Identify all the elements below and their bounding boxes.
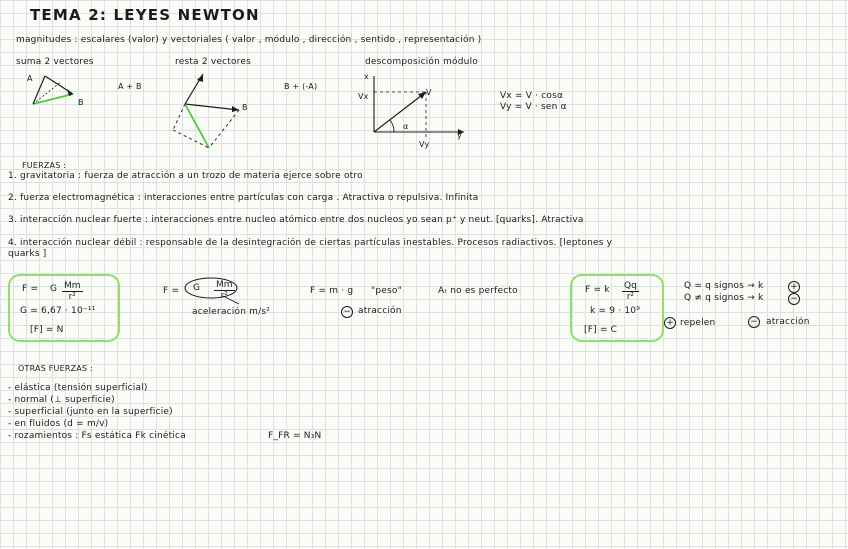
resta-result: B + (-A) <box>284 82 318 91</box>
box2-units: [F] = C <box>584 325 618 335</box>
descomp-V: V <box>426 88 432 97</box>
box1-num: Mm <box>64 281 81 291</box>
fuerza-item-4-cont: quarks ] <box>8 249 47 259</box>
suma-result: A + B <box>118 82 142 91</box>
fuerza-item-3: 3. interacción nuclear fuerte : interacciones entre nucleo atómico entre dos nucleos yo sean p⁺ y neut. [quarks]. Atractiva <box>8 215 584 225</box>
suma-label-A: A <box>27 74 33 83</box>
peso-label: "peso" <box>371 286 402 296</box>
magnitudes-line: magnitudes : escalares (valor) y vectoriales ( valor , módulo , dirección , sentido , representación ) <box>16 35 482 45</box>
grav2-F: F = <box>163 286 180 296</box>
descomp-alpha: α <box>403 122 409 131</box>
grav2-label: aceleración m/s² <box>192 307 271 317</box>
box2-num: Qq <box>624 281 637 291</box>
grav2-G: G <box>193 283 201 293</box>
otras-heading: OTRAS FUERZAS : <box>18 364 93 373</box>
otras-item-1: - elástica (tensión superficial) <box>8 383 148 393</box>
otras-item-5: - rozamientos : Fs estática Fk cinética <box>8 431 186 441</box>
otras-ffr: F_FR = N₃N <box>268 431 322 441</box>
box1-G: G <box>50 284 58 294</box>
descomp-y-axis: y <box>457 131 462 140</box>
resta-label-B: B <box>242 103 248 112</box>
descomp-label: descomposición módulo <box>365 57 478 67</box>
signos-minus-circle-2: − <box>748 316 760 328</box>
resta-label: resta 2 vectores <box>175 57 251 67</box>
signos-atraccion: atracción <box>766 317 810 327</box>
descomp-axes-diagram <box>360 72 470 142</box>
descomp-eq-vx: Vx = V · cosα <box>500 91 564 101</box>
descomp-Vx: Vx <box>358 92 369 101</box>
suma-label: suma 2 vectores <box>16 57 94 67</box>
grav2-minus-circle: − <box>341 306 353 318</box>
peso-formula: F = m · g <box>310 286 354 296</box>
fuerza-item-1: 1. gravitatoria : fuerza de atracción a un trozo de materia ejerce sobre otro <box>8 171 363 181</box>
signos-repelen: repelen <box>680 318 716 328</box>
page-title: TEMA 2: LEYES NEWTON <box>30 6 260 24</box>
box1-G-value: G = 6,67 · 10⁻¹¹ <box>20 306 96 316</box>
box1-units: [F] = N <box>30 325 64 335</box>
suma-label-B: B <box>78 98 84 107</box>
grav2-fraction <box>214 280 235 301</box>
box2-F: F = k <box>585 285 610 295</box>
descomp-x-axis: x <box>364 72 369 81</box>
otras-item-3: - superficial (junto en la superficie) <box>8 407 173 417</box>
fuerzas-heading: FUERZAS : <box>22 161 67 170</box>
signos-minus-circle-1: − <box>788 293 800 305</box>
descomp-eq-vy: Vy = V · sen α <box>500 102 567 112</box>
grav2-atraccion: atracción <box>358 306 402 316</box>
signos-line-2: Q ≠ q signos → k <box>684 293 764 303</box>
fuerza-item-2: 2. fuerza electromagnética : interacciones entre partículas con carga . Atractiva o repulsiva. Infinita <box>8 193 479 203</box>
descomp-Vy: Vy <box>419 140 430 149</box>
box1-fraction <box>62 281 83 302</box>
peso-note: Aₜ no es perfecto <box>438 286 518 296</box>
box2-k-value: k = 9 · 10⁹ <box>590 306 641 316</box>
signos-line-1: Q = q signos → k <box>684 281 764 291</box>
otras-item-4: - en fluidos (d = m/v) <box>8 419 109 429</box>
box2-den: r² <box>626 292 635 302</box>
box2-fraction <box>622 281 639 302</box>
signos-plus-circle-1: + <box>788 281 800 293</box>
fuerza-item-4: 4. interacción nuclear débil : responsable de la desintegración de ciertas partículas inestables. Procesos radiactivos. [leptones y <box>8 238 613 248</box>
suma-vector-diagram <box>25 70 115 120</box>
otras-item-2: - normal (⊥ superficie) <box>8 395 115 405</box>
grav2-den: r² <box>220 291 228 301</box>
box1-F: F = <box>22 284 39 294</box>
box1-den: r² <box>68 292 76 302</box>
grav2-num: Mm <box>216 280 233 290</box>
signos-plus-circle-2: + <box>664 317 676 329</box>
